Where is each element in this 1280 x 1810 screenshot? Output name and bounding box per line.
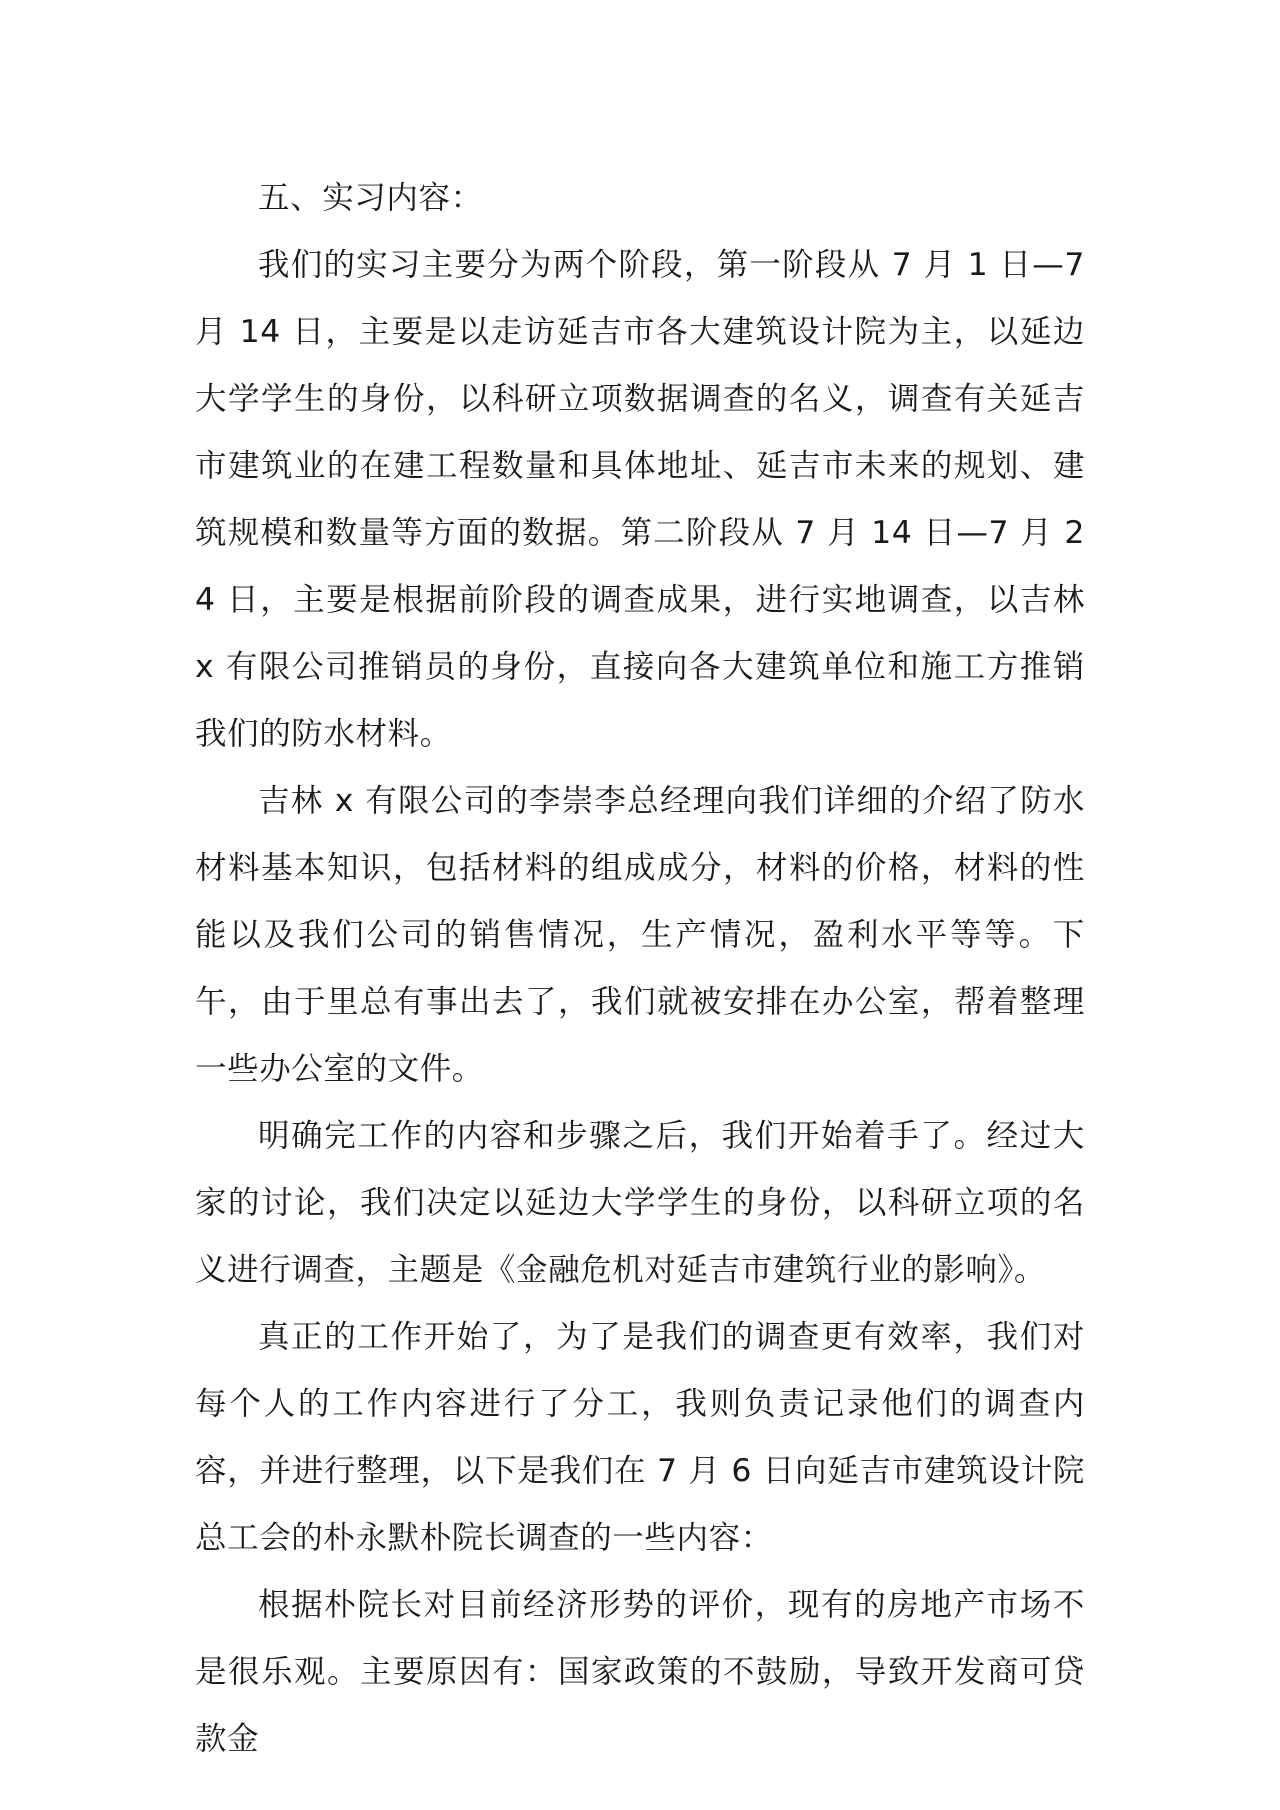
paragraph-work-plan: 明确完工作的内容和步骤之后，我们开始着手了。经过大家的讨论，我们决定以延边大学学生的身份，以科研立项的名义进行调查，主题是《金融危机对延吉市建筑行业的影响》。 bbox=[195, 1118, 1085, 1288]
paragraph-market-evaluation: 根据朴院长对目前经济形势的评价，现有的房地产市场不是很乐观。主要原因有：国家政策的不鼓励，导致开发商可贷款金 bbox=[195, 1587, 1085, 1757]
paragraph-internship-stages: 我们的实习主要分为两个阶段，第一阶段从 7 月 1 日—7 月 14 日，主要是以走访延吉市各大建筑设计院为主，以延边大学学生的身份，以科研立项数据调查的名义，调查有关延吉市建筑业的在建工程数量和具体地址、延吉市未来的规划、建筑规模和数量等方面的数据。第二阶段从 7 月 14 日—7 月 24 日，主要是根据前阶段的调查成果，进行实地调查，以吉林 x 有限公司推销员的身份，直接向各大建筑单位和施工方推销我们的防水材料。 bbox=[195, 247, 1085, 752]
section-heading: 五、实习内容： bbox=[258, 180, 483, 216]
paragraph-survey-division: 真正的工作开始了，为了是我们的调查更有效率，我们对每个人的工作内容进行了分工，我则负责记录他们的调查内容，并进行整理，以下是我们在 7 月 6 日向延吉市建筑设计院总工会的朴永默朴院长调查的一些内容： bbox=[195, 1319, 1085, 1556]
document-body bbox=[195, 165, 1085, 1773]
paragraph-company-intro: 吉林 x 有限公司的李崇李总经理向我们详细的介绍了防水材料基本知识，包括材料的组成成分，材料的价格，材料的性能以及我们公司的销售情况，生产情况，盈利水平等等。下午，由于里总有事出去了，我们就被安排在办公室，帮着整理一些办公室的文件。 bbox=[195, 783, 1085, 1087]
